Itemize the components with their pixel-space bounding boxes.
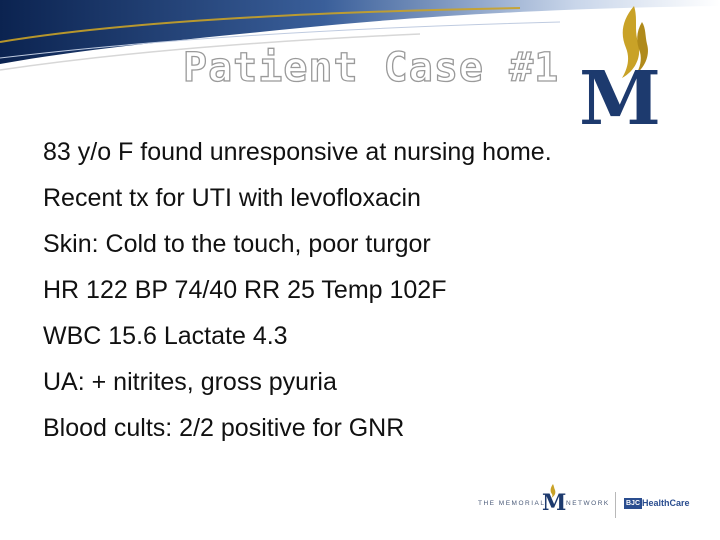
case-line: Skin: Cold to the touch, poor turgor: [43, 230, 431, 258]
footer-memorial-text: THE MEMORIAL: [478, 500, 546, 507]
footer-bjc-badge: BJC: [626, 500, 641, 507]
case-details: [43, 129, 552, 451]
case-line: Blood cults: 2/2 positive for GNR: [43, 414, 405, 442]
slide-title: Patient Case #1: [183, 45, 560, 91]
footer-network-text: NETWORK: [566, 500, 610, 507]
footer-healthcare-text: HealthCare: [642, 498, 690, 508]
case-line: HR 122 BP 74/40 RR 25 Temp 102F: [43, 276, 447, 304]
footer-m-letter: M: [542, 490, 567, 516]
footer-divider: [615, 492, 616, 518]
case-line: Recent tx for UTI with levofloxacin: [43, 184, 421, 212]
memorial-logo: [572, 4, 668, 142]
case-line: UA: + nitrites, gross pyuria: [43, 368, 337, 396]
case-line: 83 y/o F found unresponsive at nursing home.: [43, 138, 552, 166]
footer-logos: [472, 488, 702, 522]
case-line: WBC 15.6 Lactate 4.3: [43, 322, 288, 350]
memorial-m-letter: M: [579, 56, 661, 142]
